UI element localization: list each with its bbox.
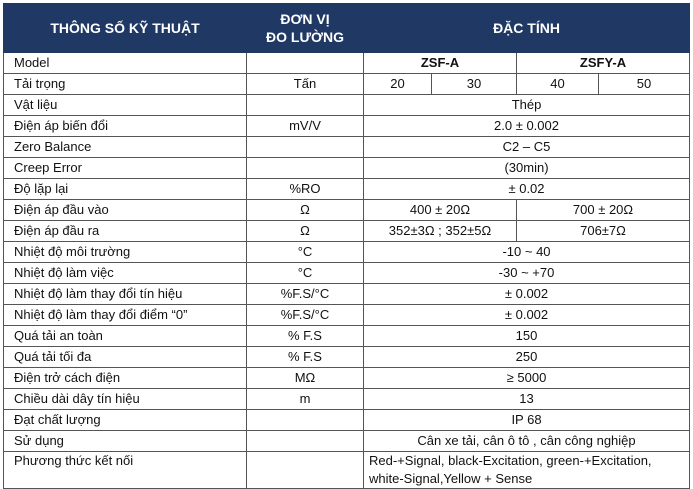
row-label: Điện áp biến đổi [4, 116, 247, 137]
row-label: Nhiệt độ làm việc [4, 263, 247, 284]
row-value: Thép [364, 95, 690, 116]
table-row [4, 305, 690, 326]
row-unit: °C [247, 263, 364, 284]
table-row [4, 389, 690, 410]
capacity-value: 30 [432, 74, 517, 95]
row-value: Cân xe tải, cân ô tô , cân công nghiệp [364, 431, 690, 452]
row-value: ± 0.02 [364, 179, 690, 200]
capacity-value: 20 [364, 74, 432, 95]
row-label: Nhiệt độ làm thay đổi điểm “0” [4, 305, 247, 326]
row-value: ± 0.002 [364, 305, 690, 326]
table-row [4, 137, 690, 158]
table-row [4, 200, 690, 221]
row-value-right: 706±7Ω [517, 221, 690, 242]
row-label: Nhiệt độ làm thay đổi tín hiệu [4, 284, 247, 305]
model-zsfy-a: ZSFY-A [517, 53, 690, 74]
table-row [4, 263, 690, 284]
row-label: Model [4, 53, 247, 74]
table-row [4, 221, 690, 242]
header-unit-line2: ĐO LƯỜNG [266, 29, 344, 45]
row-unit [247, 410, 364, 431]
row-label: Creep Error [4, 158, 247, 179]
table-row [4, 242, 690, 263]
header-spec: THÔNG SỐ KỸ THUẬT [4, 4, 247, 53]
header-unit [247, 4, 364, 53]
row-unit: MΩ [247, 368, 364, 389]
row-unit: mV/V [247, 116, 364, 137]
header-property: ĐẶC TÍNH [364, 4, 690, 53]
table-row [4, 368, 690, 389]
row-value: 150 [364, 326, 690, 347]
row-value: C2 – C5 [364, 137, 690, 158]
row-unit: % F.S [247, 347, 364, 368]
connection-value [364, 452, 690, 489]
row-label: Tải trọng [4, 74, 247, 95]
connection-line2: white-Signal,Yellow + Sense [369, 471, 533, 486]
row-unit: Ω [247, 200, 364, 221]
table-row [4, 326, 690, 347]
row-unit: %RO [247, 179, 364, 200]
row-unit [247, 452, 364, 489]
row-unit [247, 137, 364, 158]
row-value-left: 400 ± 20Ω [364, 200, 517, 221]
table-row [4, 95, 690, 116]
table-row [4, 452, 690, 489]
row-value-right: 700 ± 20Ω [517, 200, 690, 221]
row-label: Đạt chất lượng [4, 410, 247, 431]
row-unit [247, 53, 364, 74]
row-label: Quá tải tối đa [4, 347, 247, 368]
row-value: (30min) [364, 158, 690, 179]
row-unit [247, 431, 364, 452]
row-value: 13 [364, 389, 690, 410]
spec-table [3, 3, 690, 489]
header-unit-line1: ĐƠN VỊ [280, 11, 330, 27]
table-row [4, 410, 690, 431]
row-unit: %F.S/°C [247, 284, 364, 305]
row-value: -30 ~ +70 [364, 263, 690, 284]
row-label: Độ lặp lại [4, 179, 247, 200]
row-value: -10 ~ 40 [364, 242, 690, 263]
row-label: Điện trở cách điện [4, 368, 247, 389]
row-unit: Ω [247, 221, 364, 242]
row-label: Quá tải an toàn [4, 326, 247, 347]
row-label: Điện áp đầu vào [4, 200, 247, 221]
header-row [4, 4, 690, 53]
row-value: IP 68 [364, 410, 690, 431]
table-row [4, 284, 690, 305]
row-unit: %F.S/°C [247, 305, 364, 326]
table-row [4, 347, 690, 368]
row-unit: °C [247, 242, 364, 263]
connection-line1: Red-+Signal, black-Excitation, green-+Excitation, [369, 453, 652, 468]
row-label: Zero Balance [4, 137, 247, 158]
row-label: Sử dụng [4, 431, 247, 452]
table-row [4, 116, 690, 137]
capacity-value: 40 [517, 74, 599, 95]
table-row [4, 158, 690, 179]
row-unit: % F.S [247, 326, 364, 347]
row-unit: m [247, 389, 364, 410]
row-label: Vật liệu [4, 95, 247, 116]
model-zsf-a: ZSF-A [364, 53, 517, 74]
row-label: Điện áp đầu ra [4, 221, 247, 242]
row-value: 250 [364, 347, 690, 368]
row-unit: Tấn [247, 74, 364, 95]
row-value: ≥ 5000 [364, 368, 690, 389]
row-label: Phương thức kết nối [4, 452, 247, 489]
row-value: ± 0.002 [364, 284, 690, 305]
table-row [4, 431, 690, 452]
table-row [4, 179, 690, 200]
row-value: 2.0 ± 0.002 [364, 116, 690, 137]
row-unit [247, 95, 364, 116]
capacity-value: 50 [599, 74, 690, 95]
row-value-left: 352±3Ω ; 352±5Ω [364, 221, 517, 242]
row-label: Nhiệt độ môi trường [4, 242, 247, 263]
table-row [4, 74, 690, 95]
row-label: Chiều dài dây tín hiệu [4, 389, 247, 410]
table-row [4, 53, 690, 74]
row-unit [247, 158, 364, 179]
